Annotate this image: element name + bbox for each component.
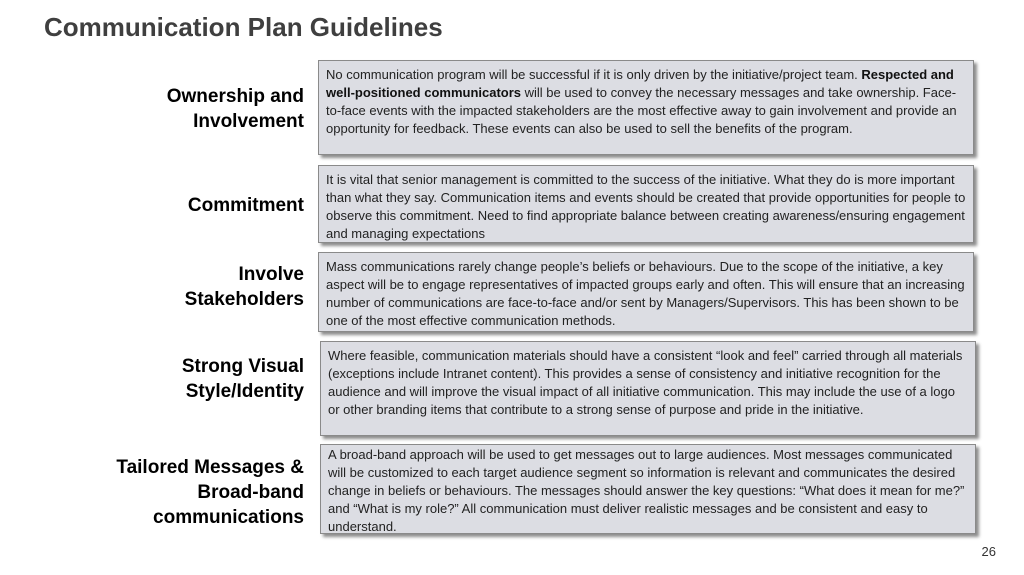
label-tailored-messages: [84, 455, 304, 530]
label-visual-style: [84, 354, 304, 404]
label-ownership-involvement: [84, 84, 304, 134]
guideline-box-commitment: [318, 165, 974, 243]
label-line: communications: [153, 507, 304, 528]
label-line: Commitment: [187, 195, 304, 216]
guideline-text: will be used to convey the necessary messages and take ownership. Face-to-face events with the impacted stakeholders are the most effective away to gain involvement and provide an opportunity for feedback. These events can also be used to sell the benefits of the program.: [326, 85, 957, 136]
page-number: 26: [981, 544, 996, 559]
guideline-box-tailored: [320, 444, 976, 534]
guideline-box-visual-style: [320, 341, 976, 436]
label-line: Broad-band: [197, 482, 304, 503]
guideline-text: It is vital that senior management is committed to the success of the initiative. What they do is more important than what they say. Communication items and events should be created that provide opportunities for people to observe this commitment. Need to find appropriate balance between creating awareness/ensuring engagement and managing expectations: [326, 172, 966, 241]
label-line: Style/Identity: [185, 381, 304, 402]
guideline-text-bold: Respected and well-positioned communicators: [326, 67, 954, 100]
label-line: Strong Visual: [181, 356, 304, 377]
label-line: Involvement: [193, 111, 304, 132]
label-line: Involve: [238, 264, 304, 285]
guideline-box-ownership: [318, 60, 974, 155]
label-line: Ownership and: [166, 86, 304, 107]
guideline-text: A broad-band approach will be used to get messages out to large audiences. Most messages communicated will be customized to each target audience segment so information is relevant and communicates the desired change in beliefs or behaviours. The messages should answer the key questions: “What does it mean for me?” and “What is my role?” All communication must deliver realistic messages and be consistent and easy to understand.: [328, 447, 965, 534]
guideline-box-stakeholders: [318, 252, 974, 332]
guideline-text: No communication program will be successful if it is only driven by the initiative/project team.: [326, 67, 862, 82]
label-line: Stakeholders: [184, 289, 304, 310]
label-involve-stakeholders: [84, 262, 304, 312]
guideline-text: Mass communications rarely change people’s beliefs or behaviours. Due to the scope of the initiative, a key aspect will be to engage representatives of impacted groups early and often. This will ensure that an increasing number of communications are face-to-face and/or sent by Managers/Supervisors. This has been shown to be one of the most effective communication methods.: [326, 259, 965, 328]
guideline-text: Where feasible, communication materials should have a consistent “look and feel” carried through all materials (exceptions include Intranet content). This provides a sense of consistency and initiative recognition for the audience and will improve the visual impact of all initiative communication. This may include the use of a logo or other branding items that contribute to a strong sense of purpose and pride in the initiative.: [328, 348, 963, 417]
label-commitment: [84, 193, 304, 218]
page-title: Communication Plan Guidelines: [44, 12, 443, 42]
label-line: Tailored Messages &: [116, 457, 304, 478]
